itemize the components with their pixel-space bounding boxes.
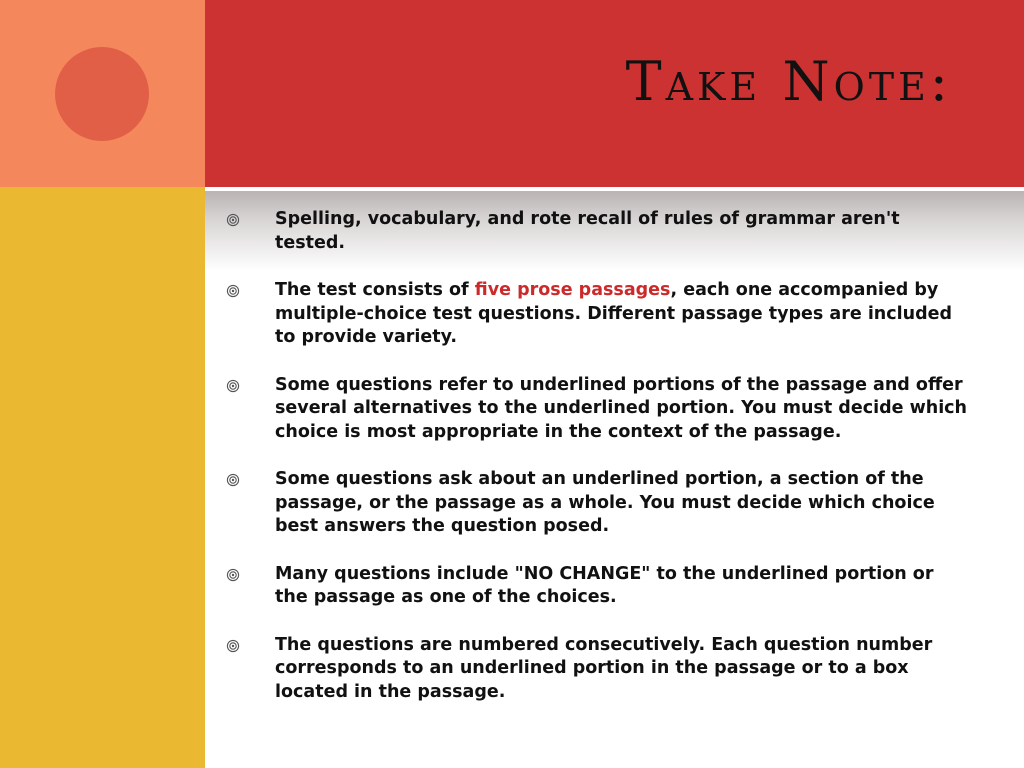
bullet-item bbox=[224, 563, 969, 610]
target-bullet-icon bbox=[226, 379, 240, 393]
bullet-text bbox=[275, 279, 969, 350]
target-bullet-icon bbox=[226, 284, 240, 298]
target-bullet-icon bbox=[226, 473, 240, 487]
bullet-item bbox=[224, 468, 969, 539]
bullet-text: Many questions include "NO CHANGE" to the underlined portion or the passage as one of the choices. bbox=[275, 563, 934, 607]
bullet-list bbox=[224, 208, 969, 728]
target-bullet-icon bbox=[226, 639, 240, 653]
highlighted-phrase: five prose passages bbox=[474, 280, 671, 300]
slide-title: Take Note: bbox=[625, 50, 952, 113]
bullet-text: The questions are numbered consecutively. Each question number corresponds to an underlined portion in the passage or to a box located in the passage. bbox=[275, 634, 933, 702]
bullet-item bbox=[224, 634, 969, 705]
bullet-item bbox=[224, 374, 969, 445]
yellow-side-panel bbox=[0, 187, 205, 768]
bullet-text: Spelling, vocabulary, and rote recall of rules of grammar aren't tested. bbox=[275, 209, 900, 253]
bullet-item bbox=[224, 208, 969, 255]
bullet-item bbox=[224, 279, 969, 350]
decorative-circle bbox=[55, 47, 149, 141]
bullet-text: Some questions ask about an underlined portion, a section of the passage, or the passage as a whole. You must decide which choice best answers the question posed. bbox=[275, 469, 935, 536]
bullet-text-start: The test consists of bbox=[275, 280, 475, 300]
bullet-text-end: , each one accompanied by multiple-choice test questions. Different passage types are included to provide variety. bbox=[275, 280, 953, 347]
bullet-text: Some questions refer to underlined portions of the passage and offer several alternatives to the underlined portion. You must decide which choice is most appropriate in the context of the passage. bbox=[275, 374, 968, 442]
target-bullet-icon bbox=[226, 568, 240, 582]
target-bullet-icon bbox=[226, 213, 240, 227]
